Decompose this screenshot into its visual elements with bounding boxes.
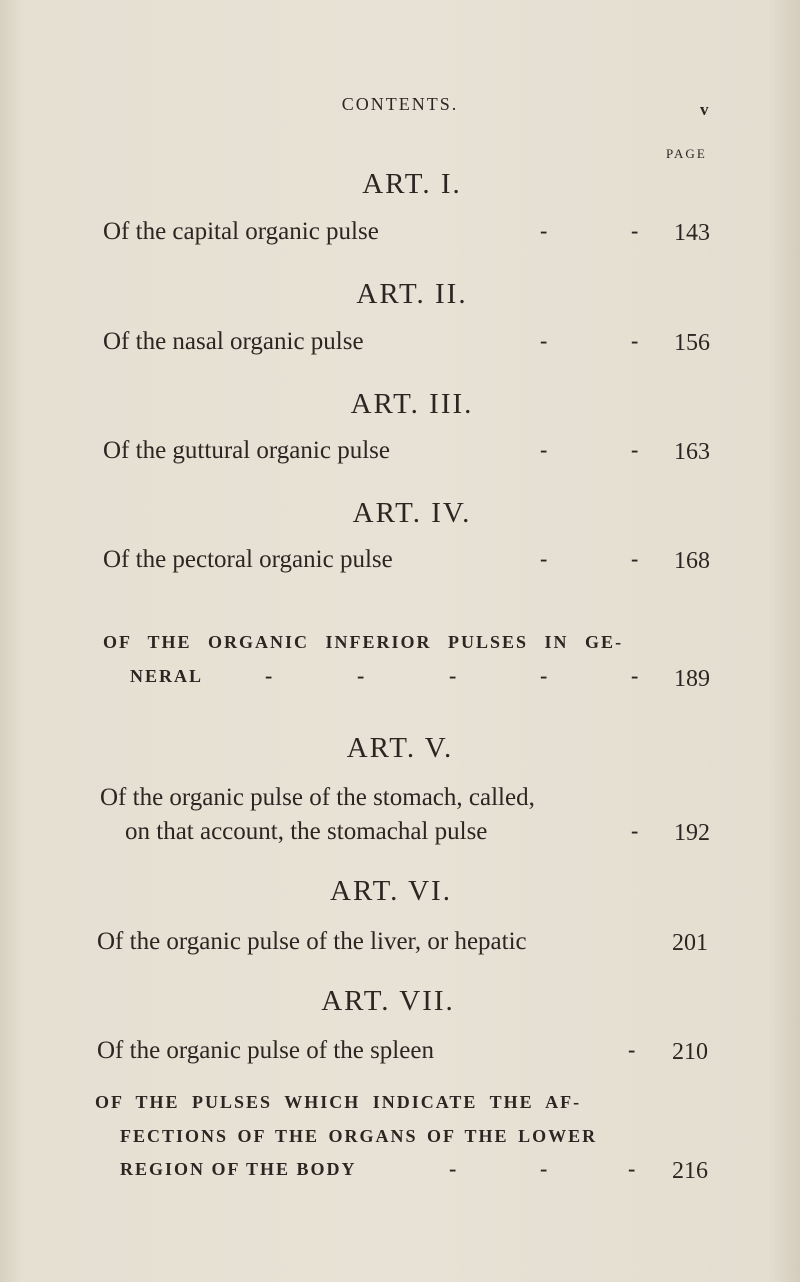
section-lower-line-2: FECTIONS OF THE ORGANS OF THE LOWER: [120, 1126, 598, 1146]
art-7-title: Of the organic pulse of the spleen: [97, 1037, 434, 1064]
leader-dash: -: [540, 546, 548, 571]
leader-dash: -: [540, 437, 548, 462]
folio-number: v: [700, 100, 709, 119]
page-column-label: PAGE: [666, 146, 707, 161]
leader-dash: -: [631, 546, 639, 571]
art-6-heading: ART. VI.: [330, 875, 452, 907]
art-6-page: 201: [672, 930, 708, 956]
art-4-heading: ART. IV.: [352, 497, 472, 529]
leader-dash: -: [265, 663, 273, 688]
art-6-title: Of the organic pulse of the liver, or hepatic: [97, 928, 527, 955]
art-4-title: Of the pectoral organic pulse: [103, 546, 393, 573]
leader-dash: -: [540, 218, 548, 243]
leader-dash: -: [628, 1037, 636, 1062]
section-inferior-line-1: OF THE ORGANIC INFERIOR PULSES IN GE-: [103, 632, 624, 652]
leader-dash: -: [631, 663, 639, 688]
art-2-page: 156: [674, 330, 710, 356]
art-5-heading: ART. V.: [346, 732, 454, 764]
leader-dash: -: [449, 1156, 457, 1181]
running-title: CONTENTS.: [341, 94, 459, 114]
art-3-title: Of the guttural organic pulse: [103, 437, 390, 464]
art-4-page: 168: [674, 548, 710, 574]
section-inferior-line-2: NERAL: [130, 666, 204, 686]
leader-dash: -: [540, 663, 548, 688]
art-1-page: 143: [674, 220, 710, 246]
art-7-page: 210: [672, 1039, 708, 1065]
leader-dash: -: [631, 437, 639, 462]
art-1-heading: ART. I.: [362, 168, 462, 200]
leader-dash: -: [631, 818, 639, 843]
leader-dash: -: [449, 663, 457, 688]
art-5-title-line-2: on that account, the stomachal pulse: [125, 818, 488, 845]
art-7-heading: ART. VII.: [321, 985, 455, 1017]
art-1-title: Of the capital organic pulse: [103, 218, 379, 245]
art-3-page: 163: [674, 439, 710, 465]
section-inferior-page: 189: [674, 666, 710, 692]
leader-dash: -: [357, 663, 365, 688]
leader-dash: -: [631, 328, 639, 353]
section-lower-page: 216: [672, 1158, 708, 1184]
section-lower-line-1: OF THE PULSES WHICH INDICATE THE AF-: [95, 1092, 582, 1112]
leader-dash: -: [628, 1156, 636, 1181]
art-2-heading: ART. II.: [356, 278, 468, 310]
art-3-heading: ART. III.: [350, 388, 474, 420]
leader-dash: -: [631, 218, 639, 243]
leader-dash: -: [540, 1156, 548, 1181]
art-2-title: Of the nasal organic pulse: [103, 328, 364, 355]
art-5-page: 192: [674, 820, 710, 846]
section-lower-line-3: REGION OF THE BODY: [120, 1159, 357, 1179]
leader-dash: -: [540, 328, 548, 353]
art-5-title-line-1: Of the organic pulse of the stomach, called,: [100, 784, 535, 811]
